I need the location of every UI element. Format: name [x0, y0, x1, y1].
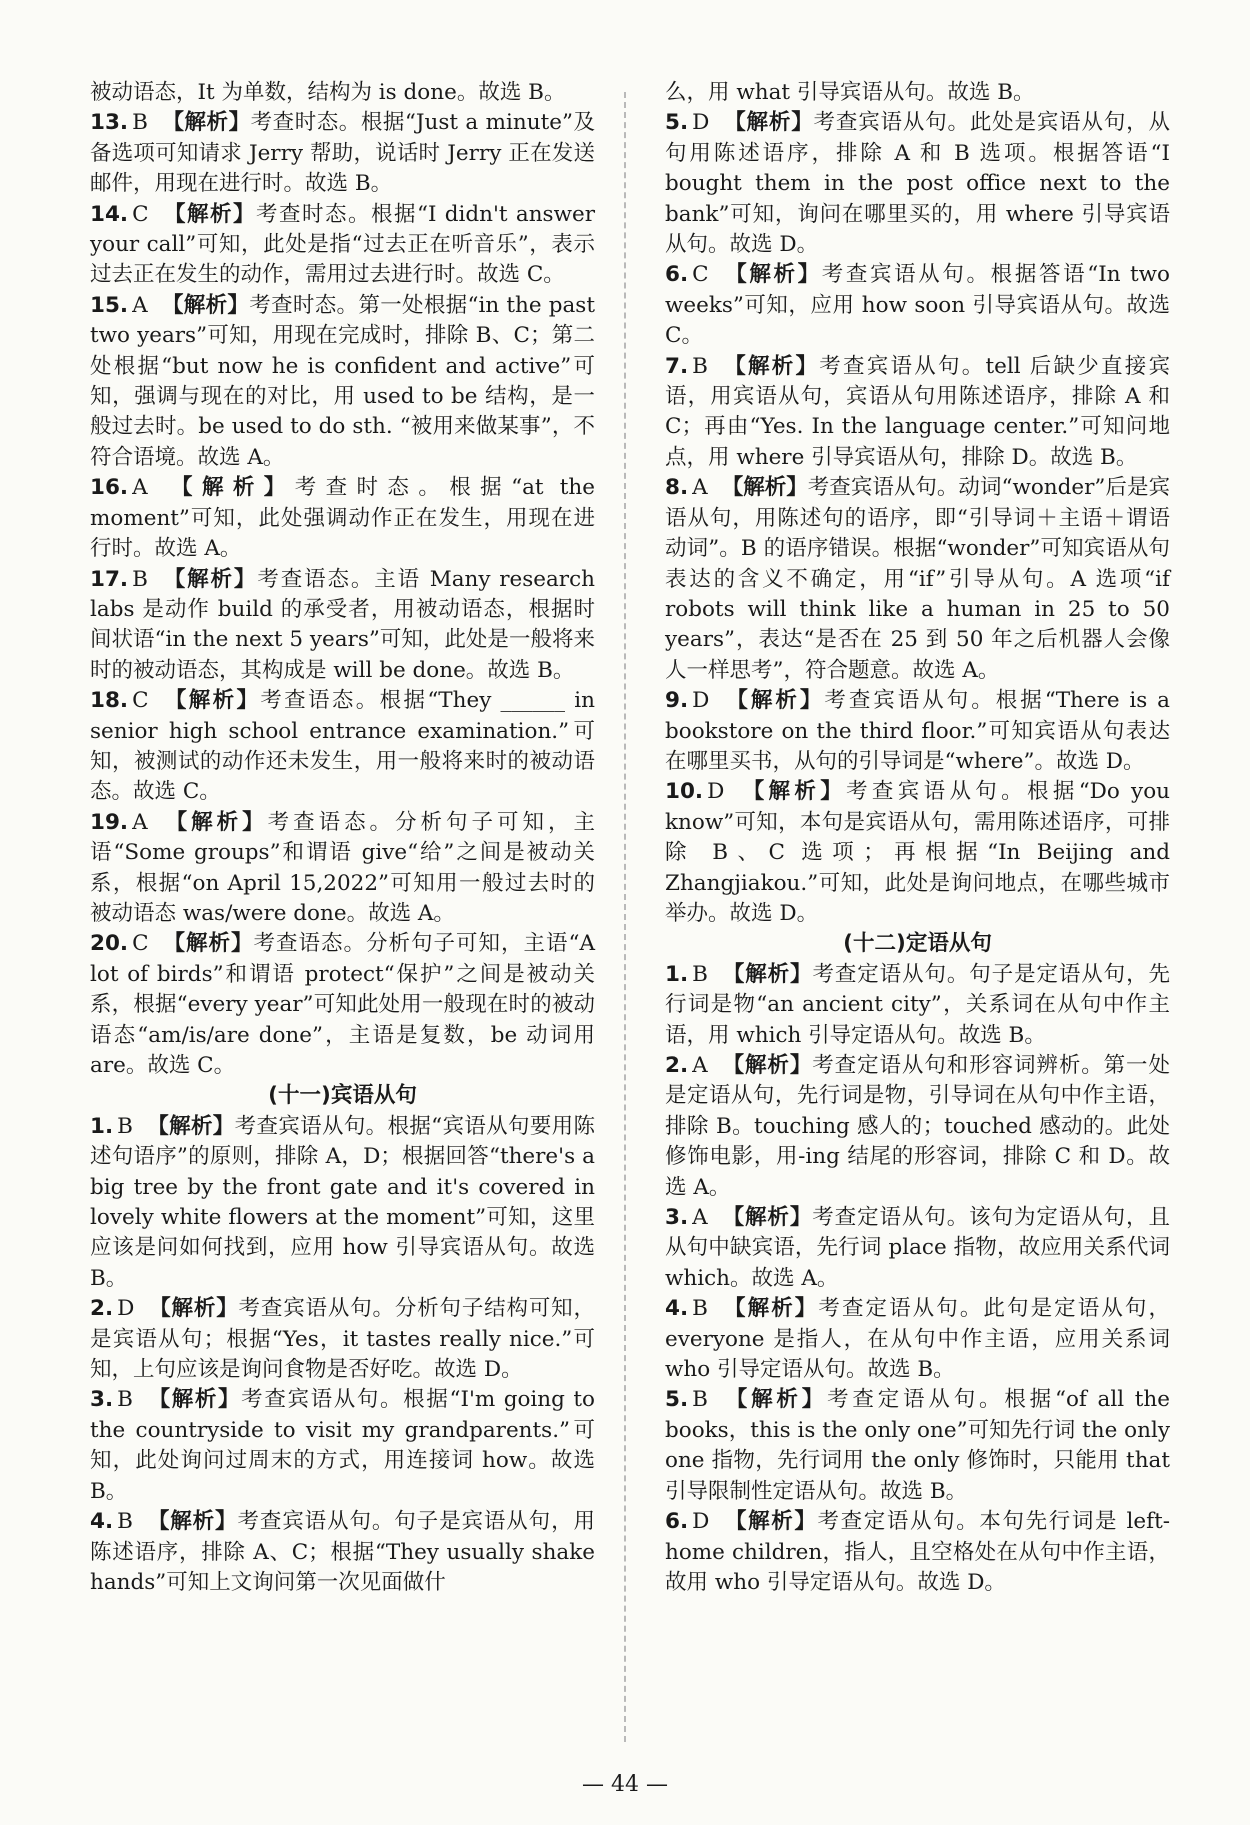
answer-letter: B — [132, 566, 148, 592]
answer-list — [90, 108, 595, 1081]
answer-item — [665, 777, 1170, 929]
answer-letter: A — [692, 1205, 708, 1231]
question-number: 6. — [665, 1509, 689, 1535]
analysis-text: 考查宾语从句。分析句子结构可知，是宾语从句；根据“Yes，it tastes really nice.”可知，上句应该是询问食物是否好吃。故选 D。 — [90, 1296, 595, 1383]
answer-item — [90, 686, 595, 808]
answer-item — [665, 686, 1170, 777]
answer-item — [90, 929, 595, 1081]
analysis-text: 考查语态。主语 Many research labs 是动作 build 的承受者，用被动语态，根据时间状语“in the next 5 years”可知，此处是一般将来时的被动语态，其构成是 will be done。故选 B。 — [90, 566, 595, 683]
analysis-text: 考查宾语从句。根据“宾语从句要用陈述句语序”的原则，排除 A，D；根据回答“there's a big tree by the front gate and it's covered in lovely white flowers at the moment”可知，这里应该是问如何找到，应用 how 引导宾语从句。故选 B。 — [90, 1113, 595, 1291]
answer-letter: B — [117, 1113, 133, 1139]
question-number: 3. — [90, 1387, 114, 1413]
answer-letter: C — [132, 201, 149, 227]
column-divider — [624, 92, 626, 1742]
analysis-text: 考查宾语从句。根据答语“In two weeks”可知，应用 how soon 引导宾语从句。故选 C。 — [665, 262, 1170, 349]
analysis-text: 考查语态。分析句子可知，主语“Some groups”和谓语 give“给”之间是被动关系，根据“on April 15,2022”可知用一般过去时的被动语态 was/were done。故选 A。 — [90, 809, 595, 926]
analysis-text: 考查宾语从句。句子是宾语从句，用陈述语序，排除 A、C；根据“They usually shake hands”可知上文询问第一次见面做什 — [90, 1509, 595, 1595]
section-title: (十二)定语从句 — [843, 931, 992, 957]
question-number: 16. — [90, 475, 129, 501]
answer-item — [665, 260, 1170, 351]
question-number: 4. — [90, 1509, 114, 1535]
analysis-tag: 【解析】 — [162, 688, 261, 714]
analysis-text: 考查时态。根据“Just a minute”及备选项可知请求 Jerry 帮助，说话时 Jerry 正在发送邮件，用现在进行时。故选 B。 — [90, 110, 595, 197]
answer-letter: C — [132, 688, 149, 714]
answer-item — [665, 1294, 1170, 1385]
answer-item — [90, 200, 595, 291]
section-title: (十一)宾语从句 — [268, 1083, 417, 1109]
analysis-text: 考查时态。根据“at the moment”可知，此处强调动作正在发生，用现在进行时。故选 A。 — [90, 475, 595, 562]
question-number: 6. — [665, 262, 689, 288]
analysis-text: 考查宾语从句。此处是宾语从句，从句用陈述语序，排除 A 和 B 选项。根据答语“I bought them in the post office next to the bank”可知，询问在哪里买的，用 where 引导宾语从句。故选 D。 — [665, 110, 1170, 258]
analysis-tag: 【解析】 — [723, 688, 825, 714]
answer-item — [90, 1507, 595, 1598]
answer-letter: B — [117, 1387, 133, 1413]
question-number: 3. — [665, 1205, 689, 1231]
question-number: 15. — [90, 292, 129, 318]
answer-letter: A — [692, 1053, 708, 1078]
answer-letter: B — [692, 1387, 708, 1413]
question-number: 2. — [665, 1053, 689, 1078]
question-number: 1. — [90, 1113, 114, 1139]
answer-item — [665, 108, 1170, 260]
answer-letter: B — [692, 353, 708, 379]
right-column — [665, 78, 1170, 1598]
analysis-tag: 【解析】 — [162, 201, 257, 227]
question-number: 1. — [665, 961, 689, 987]
question-number: 17. — [90, 566, 129, 592]
answer-list — [665, 960, 1170, 1599]
question-number: 13. — [90, 110, 129, 136]
question-number: 14. — [90, 201, 129, 227]
analysis-tag: 【解析】 — [161, 566, 258, 592]
analysis-tag: 【解析】 — [161, 292, 250, 318]
answer-letter: D — [692, 110, 710, 136]
left-column — [90, 78, 595, 1598]
analysis-text: 考查定语从句。根据“of all the books，this is the only one”可知先行词 the only one 指物，先行词用 the only 修饰时，只能用 that 引导限制性定语从句。故选 B。 — [665, 1387, 1170, 1504]
answer-letter: B — [132, 110, 148, 136]
analysis-tag: 【解析】 — [721, 1296, 819, 1322]
question-number: 5. — [665, 1387, 689, 1413]
analysis-text: 考查语态。根据“They ______ in senior high school entrance examination.”可知，被测试的动作还未发生，用一般将来时的被动语态。故选 C。 — [90, 688, 595, 805]
answer-letter: C — [692, 262, 709, 288]
answer-letter: B — [692, 1296, 708, 1322]
answer-letter: D — [692, 1509, 710, 1535]
analysis-text: 考查时态。根据“I didn't answer your call”可知，此处是指“过去正在听音乐”，表示过去正在发生的动作，需用过去进行时。故选 C。 — [90, 201, 595, 288]
answer-item — [665, 1051, 1170, 1203]
analysis-tag: 【解析】 — [146, 1509, 238, 1535]
question-number: 9. — [665, 688, 689, 714]
analysis-text: 考查定语从句。句子是定语从句，先行词是物“an ancient city”，关系词在从句中作主语，用 which 引导定语从句。故选 B。 — [665, 961, 1170, 1048]
analysis-tag: 【解析】 — [161, 809, 268, 835]
answer-letter: C — [132, 931, 149, 957]
analysis-tag: 【解析】 — [161, 475, 295, 501]
question-number: 8. — [665, 475, 689, 501]
answer-item — [665, 1507, 1170, 1598]
question-number: 5. — [665, 110, 689, 136]
question-number: 4. — [665, 1296, 689, 1322]
question-number: 10. — [665, 779, 704, 805]
question-number: 19. — [90, 809, 129, 835]
answer-item — [90, 1294, 595, 1385]
answer-item — [90, 291, 595, 473]
continued-text: 被动语态，It 为单数，结构为 is done。故选 B。 — [90, 80, 566, 105]
analysis-tag: 【解析】 — [738, 779, 847, 805]
analysis-tag: 【解析】 — [146, 1387, 242, 1413]
analysis-tag: 【解析】 — [162, 931, 254, 957]
answer-letter: B — [692, 961, 708, 987]
analysis-tag: 【解析】 — [721, 1205, 813, 1231]
question-number: 18. — [90, 688, 129, 714]
answer-item — [665, 1385, 1170, 1507]
analysis-text: 考查宾语从句。动词“wonder”后是宾语从句，用陈述句的语序，即“引导词＋主语＋谓语动词”。B 的语序错误。根据“wonder”可知宾语从句表达的含义不确定，用“if”引导从句。A 选项“if robots will think like a human in 25 to 50 years”，表达“是否在 25 到 50 年之后机器人会像人一样思考”，符合题意。故选 A。 — [665, 475, 1170, 683]
answer-letter: D — [117, 1296, 135, 1322]
answer-letter: D — [692, 688, 710, 714]
answer-item — [665, 1203, 1170, 1294]
analysis-tag: 【解析】 — [721, 1053, 813, 1078]
answer-item — [90, 1112, 595, 1294]
analysis-tag: 【解析】 — [721, 961, 813, 987]
answer-item — [90, 1385, 595, 1507]
question-number: 2. — [90, 1296, 114, 1322]
analysis-text: 考查时态。第一处根据“in the past two years”可知，用现在完成时，排除 B、C；第二处根据“but now he is confident and active”可知，强调与现在的对比，用 used to be 结构，是一般过去时。be used to do sth. “被用来做某事”，不符合语境。故选 A。 — [90, 292, 595, 470]
answer-item — [90, 565, 595, 687]
analysis-text: 考查语态。分析句子可知，主语“A lot of birds”和谓语 protect“保护”之间是被动关系，根据“every year”可知此处用一般现在时的被动语态“am/is/are done”，主语是复数，be 动词用 are。故选 C。 — [90, 931, 595, 1078]
answer-letter: D — [707, 779, 725, 805]
answer-item — [90, 473, 595, 564]
answer-letter: A — [132, 292, 148, 318]
question-number: 20. — [90, 931, 129, 957]
question-number: 7. — [665, 353, 689, 379]
analysis-tag: 【解析】 — [721, 353, 820, 379]
answer-item — [90, 808, 595, 930]
page-number: — 44 — — [582, 1772, 668, 1797]
analysis-tag: 【解析】 — [722, 262, 822, 288]
analysis-text: 考查宾语从句。根据“I'm going to the countryside to visit my grandparents.”可知，此处询问过周末的方式，用连接词 how。故选 B。 — [90, 1387, 595, 1504]
analysis-text: 考查定语从句。本句先行词是 left-home children，指人，且空格处在从句中作主语，故用 who 引导定语从句。故选 D。 — [665, 1509, 1170, 1595]
analysis-text: 考查定语从句。该句为定语从句，且从句中缺宾语，先行词 place 指物，故应用关系代词 which。故选 A。 — [665, 1205, 1170, 1291]
answer-letter: A — [692, 475, 708, 501]
analysis-text: 考查定语从句。此句是定语从句，everyone 是指人，在从句中作主语，应用关系词 who 引导定语从句。故选 B。 — [665, 1296, 1170, 1383]
answer-item — [665, 352, 1170, 474]
answer-item — [90, 108, 595, 199]
analysis-text: 考查定语从句和形容词辨析。第一处是定语从句，先行词是物，引导词在从句中作主语，排除 B。touching 感人的；touched 感动的。此处修饰电影，用-ing 结尾的形容词，排除 C 和 D。故选 A。 — [665, 1053, 1170, 1200]
analysis-tag: 【解析】 — [723, 110, 814, 136]
answer-letter: A — [132, 475, 148, 501]
analysis-tag: 【解析】 — [148, 1296, 239, 1322]
analysis-tag: 【解析】 — [161, 110, 251, 136]
analysis-text: 考查宾语从句。根据“Do you know”可知，本句是宾语从句，需用陈述语序，可排除 B、C 选项；再根据“In Beijing and Zhangjiakou.”可知，此处是询问地点，在哪些城市举办。故选 D。 — [665, 779, 1170, 926]
analysis-text: 考查宾语从句。tell 后缺少直接宾语，用宾语从句，宾语从句用陈述语序，排除 A 和 C；再由“Yes. In the language center.”可知问地点，用 where 引导宾语从句，排除 D。故选 B。 — [665, 353, 1170, 470]
answer-list — [90, 1112, 595, 1599]
answer-letter: B — [117, 1509, 133, 1535]
answer-list — [665, 108, 1170, 929]
analysis-tag: 【解析】 — [721, 1387, 828, 1413]
analysis-tag: 【解析】 — [721, 475, 808, 501]
continued-text: 么，用 what 引导宾语从句。故选 B。 — [665, 80, 1035, 105]
answer-item — [665, 473, 1170, 686]
analysis-tag: 【解析】 — [146, 1113, 235, 1139]
analysis-tag: 【解析】 — [723, 1509, 818, 1535]
answer-letter: A — [132, 809, 148, 835]
answer-item — [665, 960, 1170, 1051]
analysis-text: 考查宾语从句。根据“There is a bookstore on the third floor.”可知宾语从句表达在哪里买书，从句的引导词是“where”。故选 D。 — [665, 688, 1170, 774]
